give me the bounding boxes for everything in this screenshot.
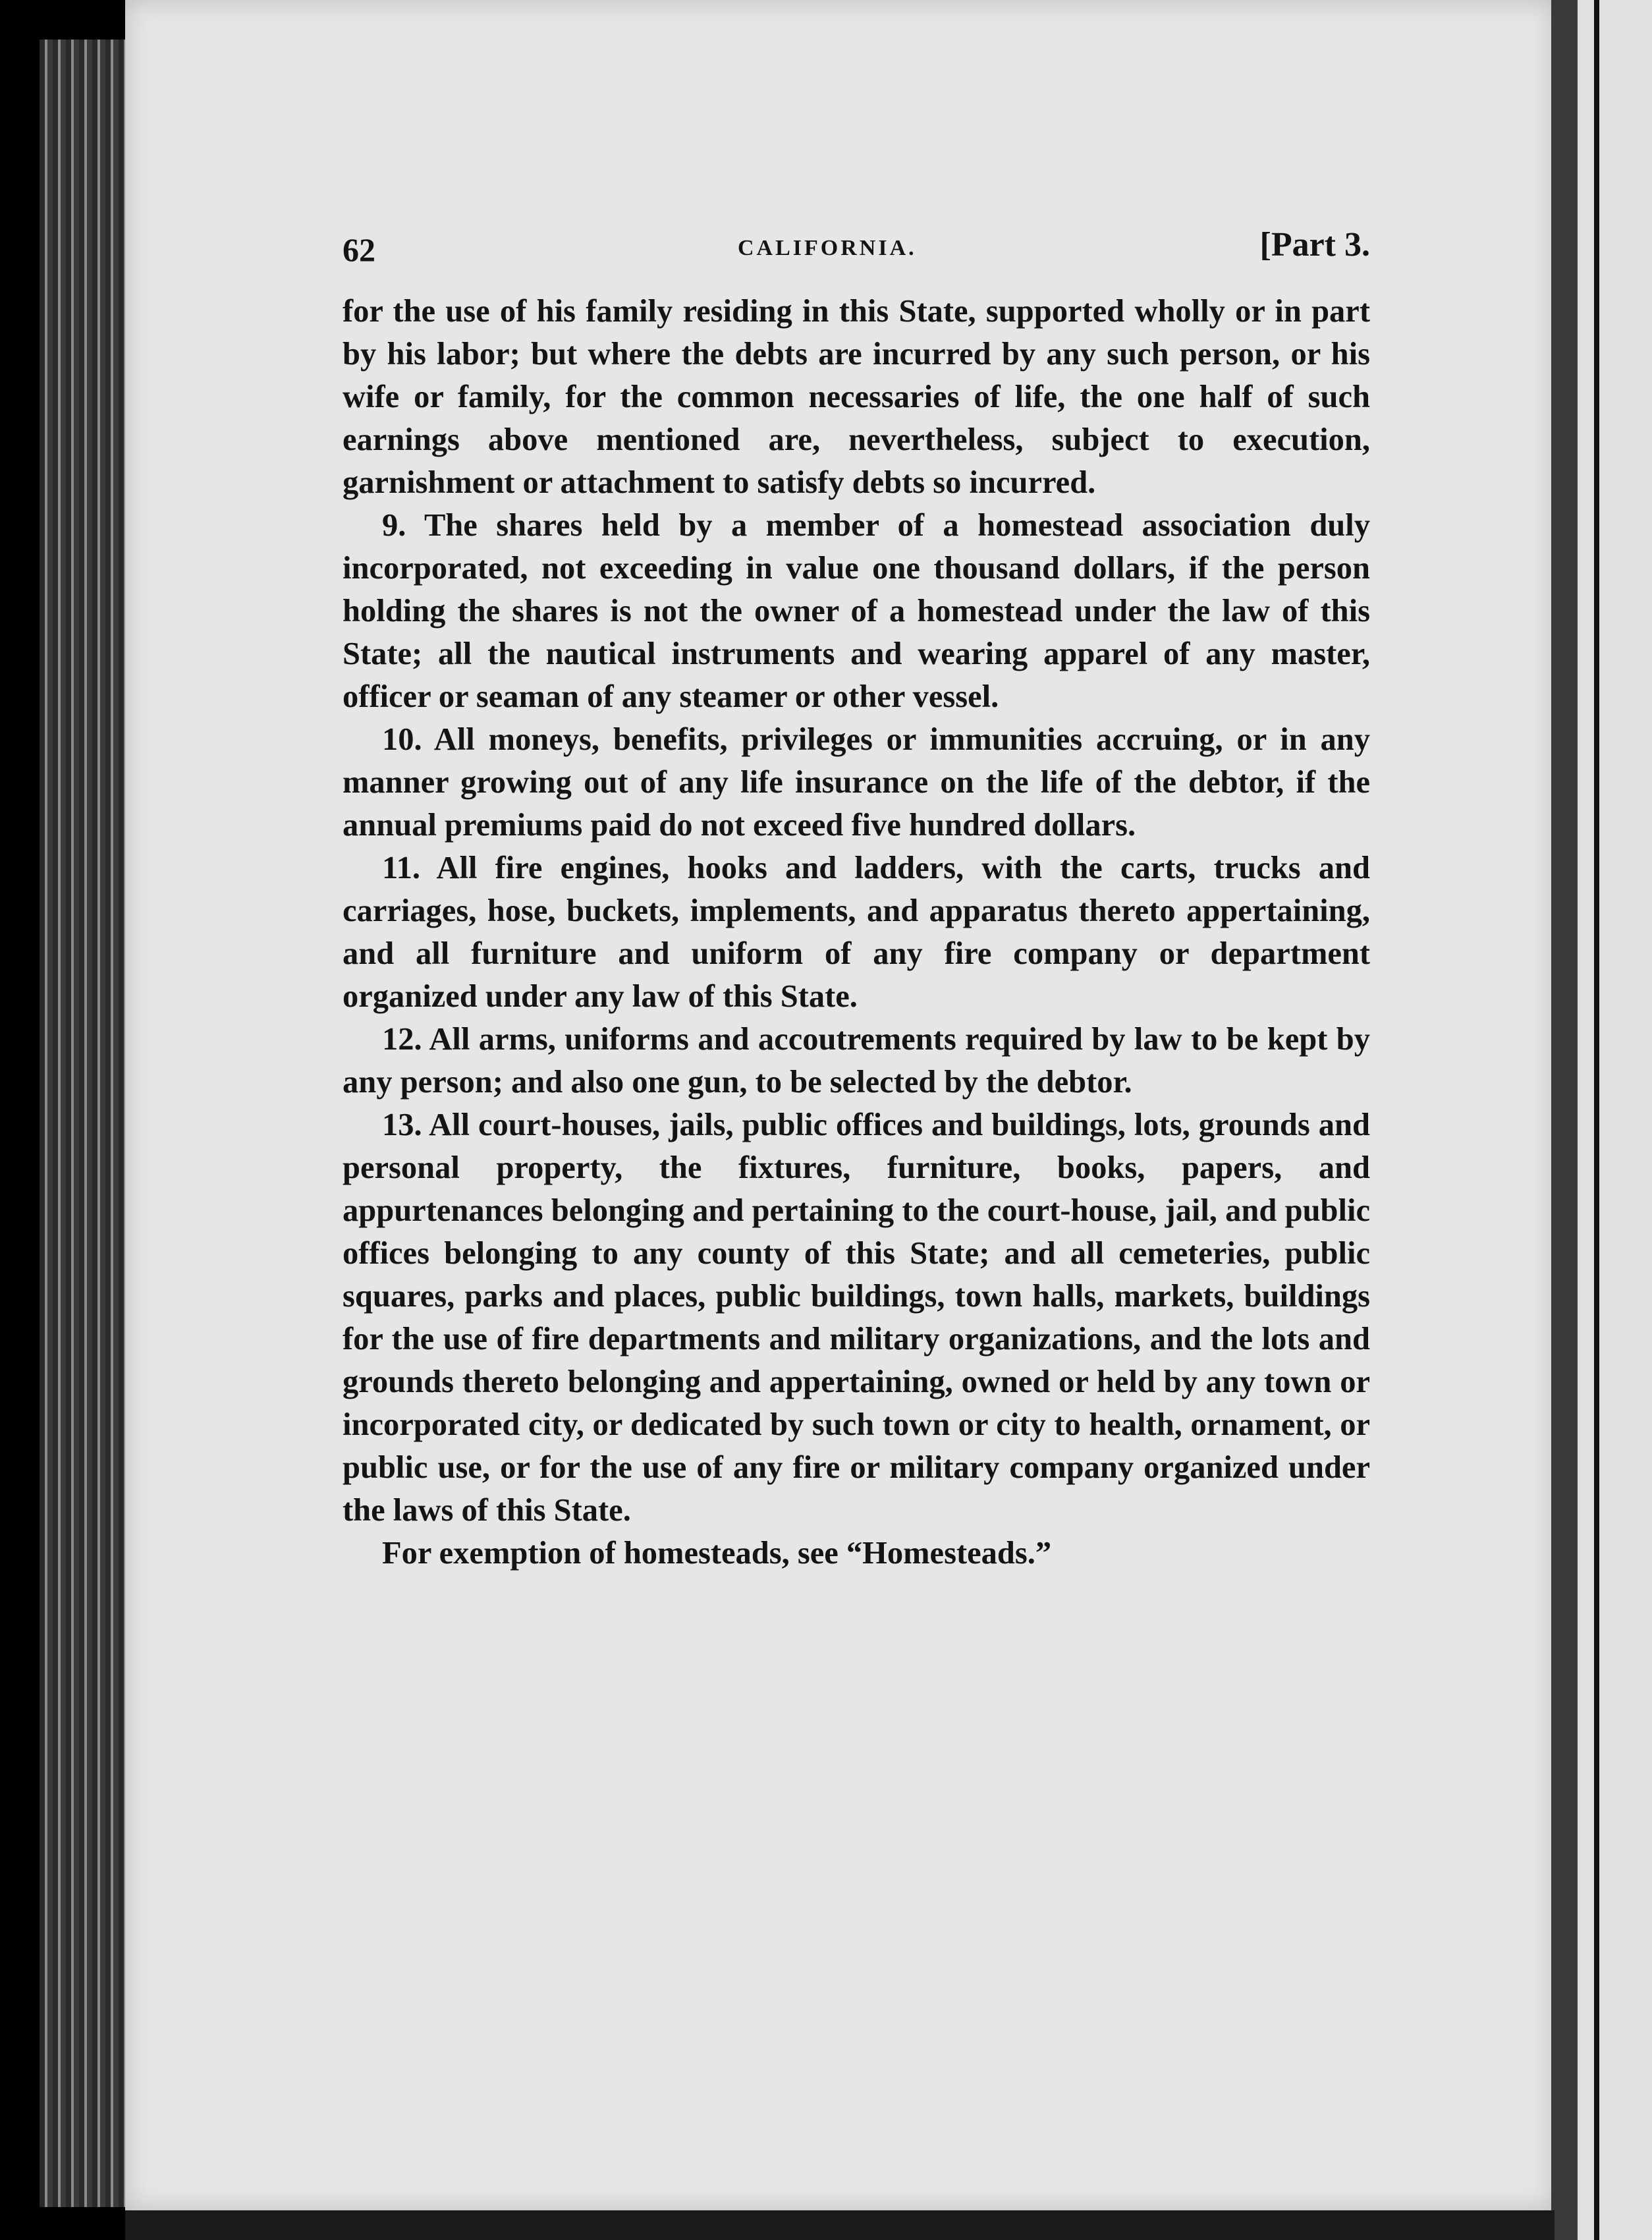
running-title: CALIFORNIA.	[738, 236, 917, 260]
book-page-edges	[40, 40, 138, 2207]
paragraph-item-10: 10. All moneys, benefits, privileges or immunities accruing, or in any manner growing out of any life insurance on the life of the debtor, if the annual premiums paid do not exceed five hundred dollars.	[343, 722, 1370, 843]
part-label: [Part 3.	[1259, 226, 1370, 264]
running-header	[343, 217, 1370, 270]
paragraph-item-13: 13. All court-houses, jails, public offices and buildings, lots, grounds and personal property, the fixtures, furniture, books, papers, and appurtenances belonging and pertaining to the court-house, jail, and public offices belonging to any county of this State; and all cemeteries, public squares, parks and places, public buildings, town halls, markets, buildings for the use of fire departments and military organizations, and the lots and grounds thereto belonging and appertaining, owned or held by any town or incorporated city, or dedicated by such town or city to health, ornament, or public use, or for the use of any fire or military company organized under the laws of this State.	[343, 1107, 1370, 1528]
gutter-shadow	[1551, 0, 1578, 2240]
bottom-edge	[125, 2210, 1555, 2240]
paragraph-homesteads-note: For exemption of homesteads, see “Homesteads.”	[382, 1536, 1052, 1571]
body-text	[343, 290, 1370, 1575]
page-number: 62	[343, 231, 375, 268]
page-text	[343, 217, 1370, 1575]
adjacent-page-strip	[1578, 0, 1652, 2240]
paragraph-item-9: 9. The shares held by a member of a homestead association duly incorporated, not exceeding in value one thousand dollars, if the person holding the shares is not the owner of a homestead under the law of this State; all the nautical instruments and wearing apparel of any master, officer or seaman of any steamer or other vessel.	[343, 508, 1370, 714]
paragraph-item-12: 12. All arms, uniforms and accoutrements required by law to be kept by any person; and also one gun, to be selected by the debtor.	[343, 1022, 1370, 1100]
paragraph-continuation: for the use of his family residing in this State, supported wholly or in part by his labor; but where the debts are incurred by any such person, or his wife or family, for the common necessaries of life, the one half of such earnings above mentioned are, nevertheless, subject to execution, garnishment or attachment to satisfy debts so incurred.	[343, 294, 1370, 500]
adjacent-page-edge	[1594, 0, 1599, 2240]
paragraph-item-11: 11. All fire engines, hooks and ladders, with the carts, trucks and carriages, hose, buckets, implements, and apparatus thereto appertaining, and all furniture and uniform of any fire company or department organized under any law of this State.	[343, 851, 1370, 1014]
